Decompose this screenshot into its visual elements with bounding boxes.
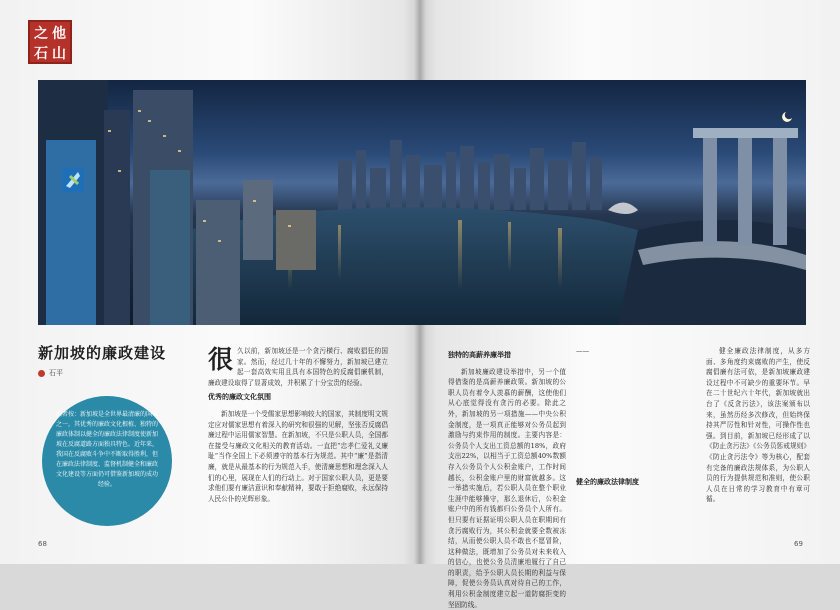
seal-char: 之 — [34, 26, 48, 42]
text-column-right-3 — [706, 346, 810, 532]
text-column-right-2 — [576, 346, 694, 532]
editor-note-text: 编者按：新加坡是全世界最清廉的国家之一，其优秀的廉政文化根植、独特的廉政体制以健全的廉政法律制度使新加坡在反腐道路方面独具特色。近年来，我国在反腐败斗争中不断取得胜利，但在廉政法律制度、监督机制健全和廉政文化建设等方面仍可借鉴新加坡的成功经验。 — [55, 411, 158, 488]
page-number-left: 68 — [38, 540, 47, 548]
author-marker-icon — [38, 370, 45, 377]
editor-note — [42, 396, 172, 526]
section-paragraph: 新加坡廉政建设举措中，另一个值得借鉴的是高薪养廉政策。新加坡的公职人员有着令人羡慕的薪酬，这使他们从心底觉得没有贪污的必要。除此之外，新加坡的另一项措施——中央公积金制度，是一项真正能够对公务员起到激励与约束作用的制度。主要内容是：公务员个人支出工资总额的18%，政府支出22%，以相当于工资总额40%数额存入公务员个人公积金账户，工作时间越长，公积金账户里的财富就越多。这一举措实施后，若公职人员在整个职业生涯中能够操守，那么退休后，公积金账户中的所有钱都归公务员个人所有。但只要有证据证明公职人员在职期间有贪污腐败行为，其公积金就要全数被冻结，从而使公职人员不敢也不愿冒险，这种做法，既增加了公务员对未来收入的信心，也使公务员清廉地履行了自己的职责，给予公职人员长期的利益与保障，促使公务员认真对待自己的工作，利用公积金制度建立起一道防腐拒变的坚固防线。 — [448, 367, 566, 609]
author-name: 石平 — [49, 369, 63, 377]
seal-char: 山 — [52, 46, 66, 62]
singapore-skyline-photo — [38, 80, 806, 325]
text-column-left — [208, 346, 388, 532]
intro-text: 久以前，新加坡还是一个贪污横行、腐败猖狂的国家。然而，经过几十年的不懈努力，新加坡已建立起一套高效实用且具有本国特色的反腐倡廉机制，廉政建设取得了显著成效，并积累了十分宝贵的经验。 — [208, 347, 388, 387]
section-paragraph: 新加坡是一个受儒家思想影响较大的国家，其制度明文规定应对儒家思想有着深入的研究和很强的见解，坚张否反腐倡廉过程中运用儒家智慧。在新加坡，不只是公职人员，全国都在接受与廉政文化相关的教育活动。一直把“忠孝仁爱礼义廉耻”当作全国上下必须遵守的基本行为规范。其中“廉”是指清廉，就是从最基本的行为规范入手，使清廉思想和理念深入人们的心里，展现在人们的行动上。对于国家公职人员，更是要求他们要有廉洁意识和奉献精神，要敢于拒绝腐败，永远保持人民公仆的光辉形象。 — [208, 409, 388, 503]
bank-logo-icon — [62, 168, 84, 192]
page-number-right: 69 — [794, 540, 803, 548]
skyline-illustration — [38, 80, 806, 325]
drop-cap: 很 — [208, 345, 234, 374]
section-continuation: —— — [576, 347, 590, 355]
section-paragraph: 健全廉政法律制度，从多方面、多角度约束腐败的产生，使反腐倡廉有法可依，是新加坡廉政建设过程中不可缺少的重要环节。早在二十世纪六十年代，新加坡就出台了《反贪污法》，该法案颁布以来，虽然历经多次修改，但始终保持其严厉性和针对性，可操作性也强。到目前，新加坡已经形成了以《防止贪污法》《公务员惩戒规则》《防止贪污法令》等为核心，配套有完备的廉政法规体系，为公职人员的行为提供规范和准则，使公职人员在日常的学习教育中有章可循。 — [706, 347, 810, 504]
seal-char: 他 — [52, 26, 66, 42]
text-column-right-1 — [448, 346, 566, 609]
byline — [38, 368, 63, 378]
column-seal-logo — [28, 20, 72, 64]
article-title: 新加坡的廉政建设 — [38, 344, 167, 362]
section-heading: 优秀的廉政文化氛围 — [208, 392, 271, 402]
intro-paragraph — [208, 346, 388, 388]
section-heading: 健全的廉政法律制度 — [576, 476, 639, 486]
section-heading: 独特的高薪养廉举措 — [448, 350, 511, 359]
seal-char: 石 — [34, 46, 48, 62]
